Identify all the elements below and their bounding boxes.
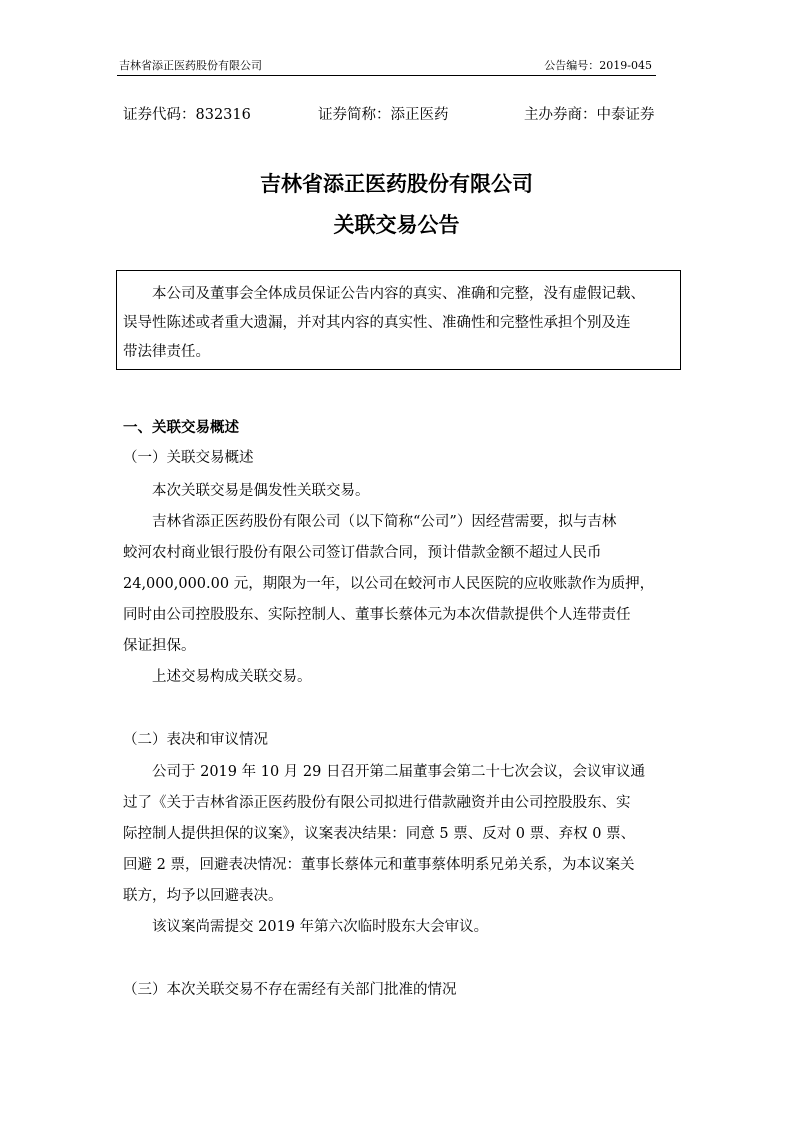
subsection-heading: （三）本次关联交易不存在需经有关部门批准的情况 (123, 982, 457, 998)
paragraph-line: 过了《关于吉林省添正医药股份有限公司拟进行借款融资并由公司控股股东、实 (123, 795, 631, 811)
document-title-company: 吉林省添正医药股份有限公司 (260, 171, 533, 196)
header-notice-number: 公告编号：2019-045 (544, 59, 652, 72)
paragraph-line: 际控制人提供担保的议案》，议案表决结果：同意 5 票、反对 0 票、弃权 0 票、 (123, 826, 636, 842)
paragraph-line: 本次关联交易是偶发性关联交易。 (152, 483, 370, 499)
section-heading: 一、关联交易概述 (123, 419, 239, 436)
paragraph-line: 该议案尚需提交 2019 年第六次临时股东大会审议。 (152, 919, 489, 935)
page-header (117, 55, 656, 76)
securities-code: 证券代码：832316 (123, 107, 251, 123)
paragraph-line: 同时由公司控股股东、实际控制人、董事长蔡体元为本次借款提供个人连带责任 (123, 607, 631, 623)
paragraph-line: 24,000,000.00 元，期限为一年，以公司在蛟河市人民医院的应收账款作为质押， (123, 576, 655, 592)
subsection-heading: （二）表决和审议情况 (123, 732, 268, 748)
paragraph-line: 吉林省添正医药股份有限公司（以下简称“公司”）因经营需要，拟与吉林 (152, 514, 617, 530)
header-company: 吉林省添正医药股份有限公司 (119, 59, 262, 72)
paragraph-line: 公司于 2019 年 10 月 29 日召开第二届董事会第二十七次会议，会议审议通 (152, 764, 645, 780)
paragraph-line: 蛟河农村商业银行股份有限公司签订借款合同，预计借款金额不超过人民币 (123, 545, 602, 561)
securities-short-name: 证券简称：添正医药 (318, 107, 449, 123)
paragraph-line: 回避 2 票，回避表决情况：董事长蔡体元和董事蔡体明系兄弟关系，为本议案关 (123, 857, 635, 873)
paragraph-line: 联方，均予以回避表决。 (123, 888, 283, 904)
securities-broker: 主办券商：中泰证券 (524, 107, 655, 123)
document-title-announcement: 关联交易公告 (333, 212, 460, 237)
paragraph-line: 上述交易构成关联交易。 (152, 669, 312, 685)
disclaimer-line: 带法律责任。 (123, 344, 210, 360)
disclaimer-line: 误导性陈述或者重大遗漏，并对其内容的真实性、准确性和完整性承担个别及连 (123, 315, 631, 331)
disclaimer-line: 本公司及董事会全体成员保证公告内容的真实、准确和完整，没有虚假记载、 (152, 286, 645, 302)
subsection-heading: （一）关联交易概述 (123, 450, 254, 466)
paragraph-line: 保证担保。 (123, 638, 196, 654)
